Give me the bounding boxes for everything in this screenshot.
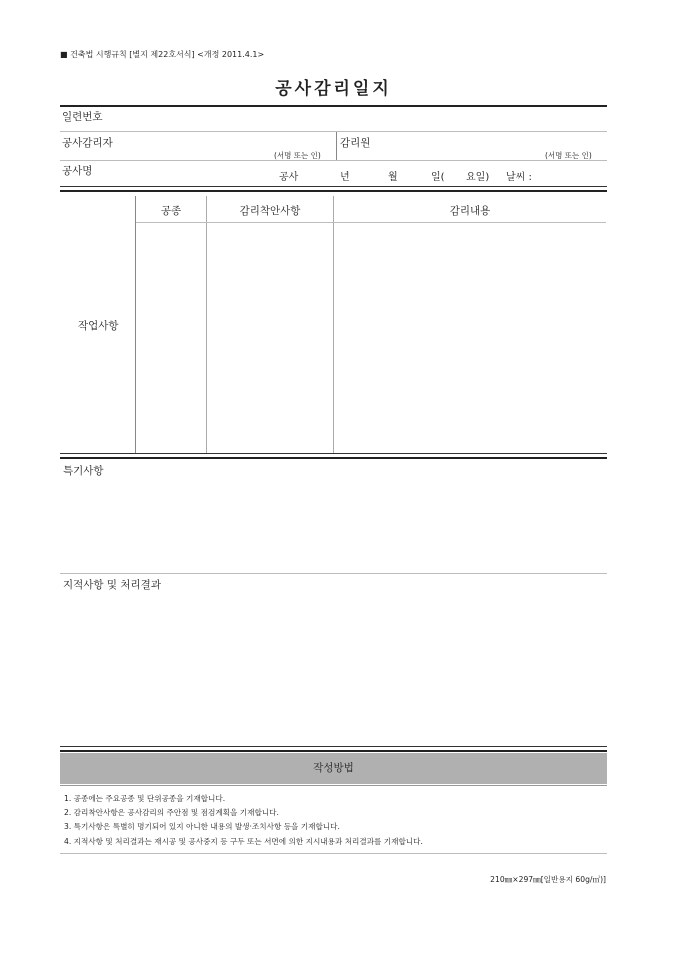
date-weekday-label: 요일) xyxy=(466,172,490,183)
column-divider xyxy=(336,132,337,160)
double-rule-top xyxy=(60,186,607,187)
column-header-work-type: 공종 xyxy=(160,205,182,217)
serial-number-label: 일련번호 xyxy=(62,111,103,123)
supervisor-sign-note: (서명 또는 인) xyxy=(274,151,321,160)
column-header-focus-points: 감리착안사항 xyxy=(239,205,301,217)
inspector-field[interactable] xyxy=(338,133,606,159)
page-title: 공사감리일지 xyxy=(275,79,392,99)
instruction-item: 3. 특기사항은 특별히 명기되어 있지 아니한 내용의 발생·조치사항 등을 기재합니다. xyxy=(64,822,340,832)
instructions-heading: 작성방법 xyxy=(313,762,354,774)
special-notes-field[interactable] xyxy=(60,478,607,572)
date-year-label: 년 xyxy=(340,172,350,183)
double-rule-bottom xyxy=(60,190,607,192)
remarks-label: 지적사항 및 처리결과 xyxy=(63,579,161,591)
double-rule-bottom xyxy=(60,457,607,459)
instructions-list xyxy=(64,792,423,849)
serial-number-field[interactable] xyxy=(60,110,607,130)
date-prefix: 공사 xyxy=(279,172,299,183)
remarks-field[interactable] xyxy=(60,592,607,744)
instructions-heading-band xyxy=(60,753,607,784)
project-name-field[interactable] xyxy=(60,162,260,184)
instruction-item: 4. 지적사항 및 처리결과는 재시공 및 공사중지 등 구두 또는 서면에 의한 지시내용과 처리결과를 기재합니다. xyxy=(64,836,423,846)
inspector-label: 감리원 xyxy=(340,137,371,149)
instruction-item: 1. 공종에는 주요공종 및 단위공종을 기재합니다. xyxy=(64,794,226,803)
project-name-label: 공사명 xyxy=(62,165,93,177)
paper-spec: 210㎜×297㎜[일반용지 60g/㎡)] xyxy=(490,875,606,884)
double-rule-top xyxy=(60,746,607,747)
date-month-label: 월 xyxy=(388,172,398,183)
double-rule-bottom xyxy=(60,750,607,752)
legal-reference-text: 건축법 시행규칙 [별지 제22호서식] <개정 2011.4.1> xyxy=(70,50,265,59)
work-type-cell[interactable] xyxy=(136,223,206,452)
weather-label: 날씨 : xyxy=(506,172,532,183)
instruction-item: 2. 감리착안사항은 공사감리의 주안점 및 점검계획을 기재합니다. xyxy=(64,808,279,818)
bottom-rule xyxy=(60,853,607,854)
focus-points-cell[interactable] xyxy=(207,223,333,452)
inspector-sign-note: (서명 또는 인) xyxy=(545,151,592,160)
top-rule xyxy=(60,105,607,107)
row-divider xyxy=(60,160,607,161)
inspection-content-cell[interactable] xyxy=(334,223,606,452)
legal-reference xyxy=(60,49,264,60)
row-divider xyxy=(60,785,607,786)
supervisor-label: 공사감리자 xyxy=(62,137,113,149)
work-items-label: 작업사항 xyxy=(78,320,119,332)
supervisor-field[interactable] xyxy=(60,133,335,159)
row-divider xyxy=(60,573,607,574)
column-header-inspection-content: 감리내용 xyxy=(449,205,491,217)
date-day-label: 일( xyxy=(431,172,445,183)
square-bullet-icon: ■ xyxy=(60,50,68,59)
double-rule-top xyxy=(60,453,607,454)
special-notes-label: 특기사항 xyxy=(63,465,104,477)
row-divider xyxy=(60,131,607,132)
